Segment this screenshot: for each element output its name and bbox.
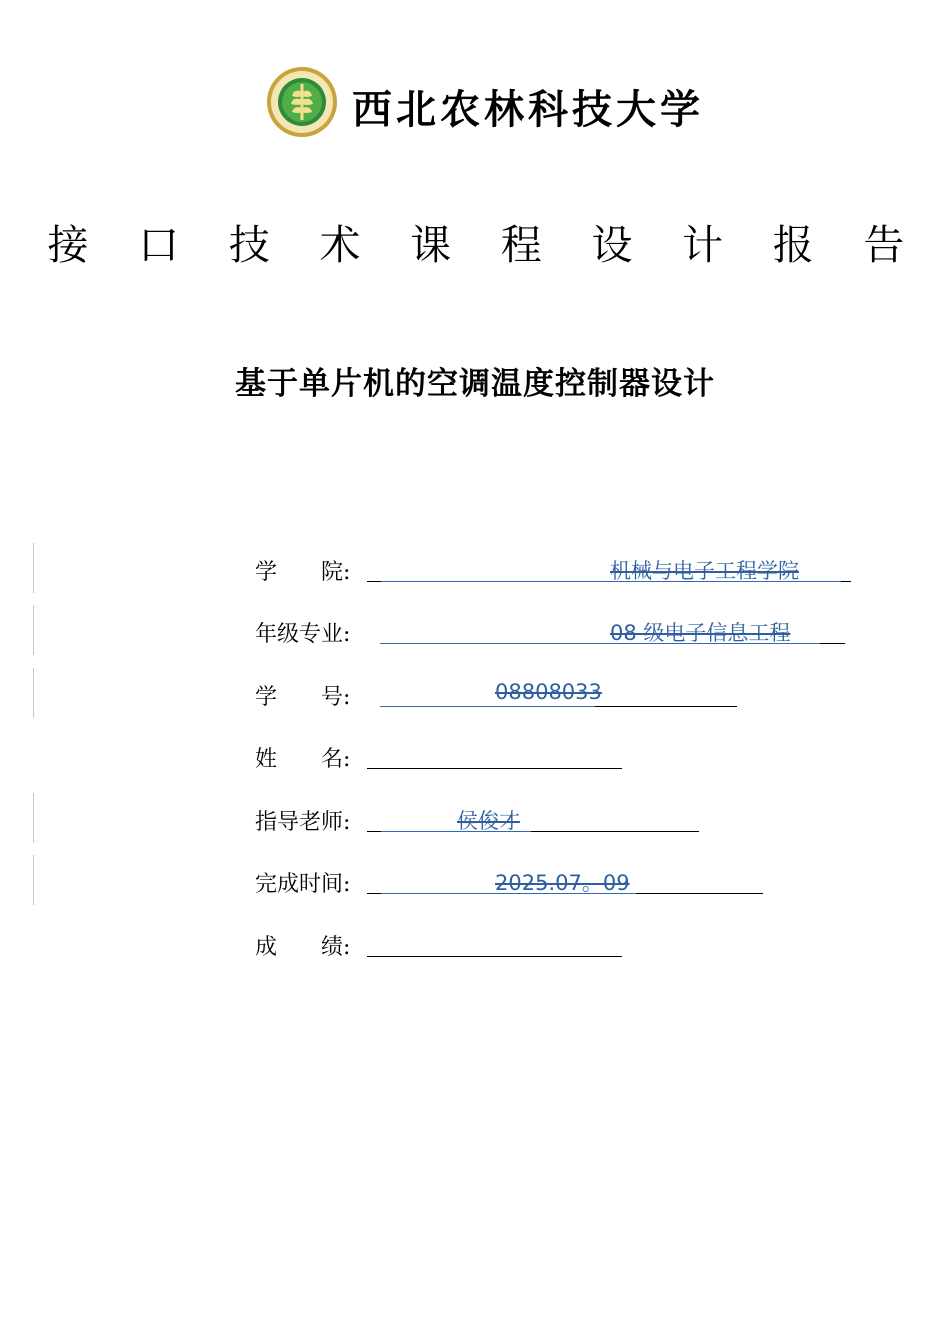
- grade-underline: [367, 956, 622, 957]
- student-id-value[interactable]: 08808033: [495, 680, 602, 704]
- grade-label: 成 绩:: [255, 935, 351, 960]
- report-title-char: 技: [228, 221, 270, 269]
- revision-marker: [33, 855, 34, 905]
- advisor-underline-end: [531, 831, 699, 832]
- grade-field: [255, 930, 655, 960]
- date-value[interactable]: 2025.07。09: [495, 871, 630, 895]
- college-label: 学 院:: [255, 560, 351, 585]
- advisor-value[interactable]: 侯俊才: [457, 809, 520, 833]
- advisor-underline: [367, 831, 381, 832]
- report-title-char: 口: [138, 221, 180, 269]
- college-underline: [367, 581, 381, 582]
- revision-marker: [33, 668, 34, 718]
- student-id-label: 学 号:: [255, 685, 351, 710]
- college-underline-end: [841, 581, 851, 582]
- report-title: [46, 212, 906, 271]
- name-field: [255, 742, 655, 772]
- major-field: [255, 617, 855, 647]
- student-id-underline-blue: [380, 706, 595, 707]
- advisor-field: [255, 805, 715, 835]
- name-underline: [367, 768, 622, 769]
- university-name: 西北农林科技大学: [352, 86, 704, 133]
- date-field: [255, 867, 775, 897]
- major-label: 年级专业:: [255, 622, 351, 647]
- report-title-char: 术: [319, 221, 361, 269]
- date-underline: [367, 893, 381, 894]
- date-underline-end: [636, 893, 763, 894]
- report-title-char: 计: [682, 221, 724, 269]
- revision-marker: [33, 605, 34, 655]
- student-id-field: [255, 680, 755, 710]
- report-title-char: 设: [591, 221, 633, 269]
- advisor-label: 指导老师:: [255, 810, 351, 835]
- university-seal-icon: [266, 66, 338, 138]
- college-field: [255, 555, 855, 585]
- report-title-char: 告: [863, 221, 905, 269]
- date-label: 完成时间:: [255, 872, 351, 897]
- report-title-char: 接: [47, 221, 89, 269]
- name-label: 姓 名:: [255, 747, 351, 772]
- major-underline-end: [820, 643, 845, 644]
- major-value[interactable]: 08 级电子信息工程: [610, 621, 791, 645]
- report-title-char: 课: [410, 221, 452, 269]
- college-value[interactable]: 机械与电子工程学院: [610, 559, 799, 583]
- revision-marker: [33, 543, 34, 593]
- revision-marker: [33, 793, 34, 843]
- report-title-char: 程: [500, 221, 542, 269]
- report-title-char: 报: [772, 221, 814, 269]
- student-id-underline-end: [595, 706, 737, 707]
- subject-title: 基于单片机的空调温度控制器设计: [235, 366, 715, 402]
